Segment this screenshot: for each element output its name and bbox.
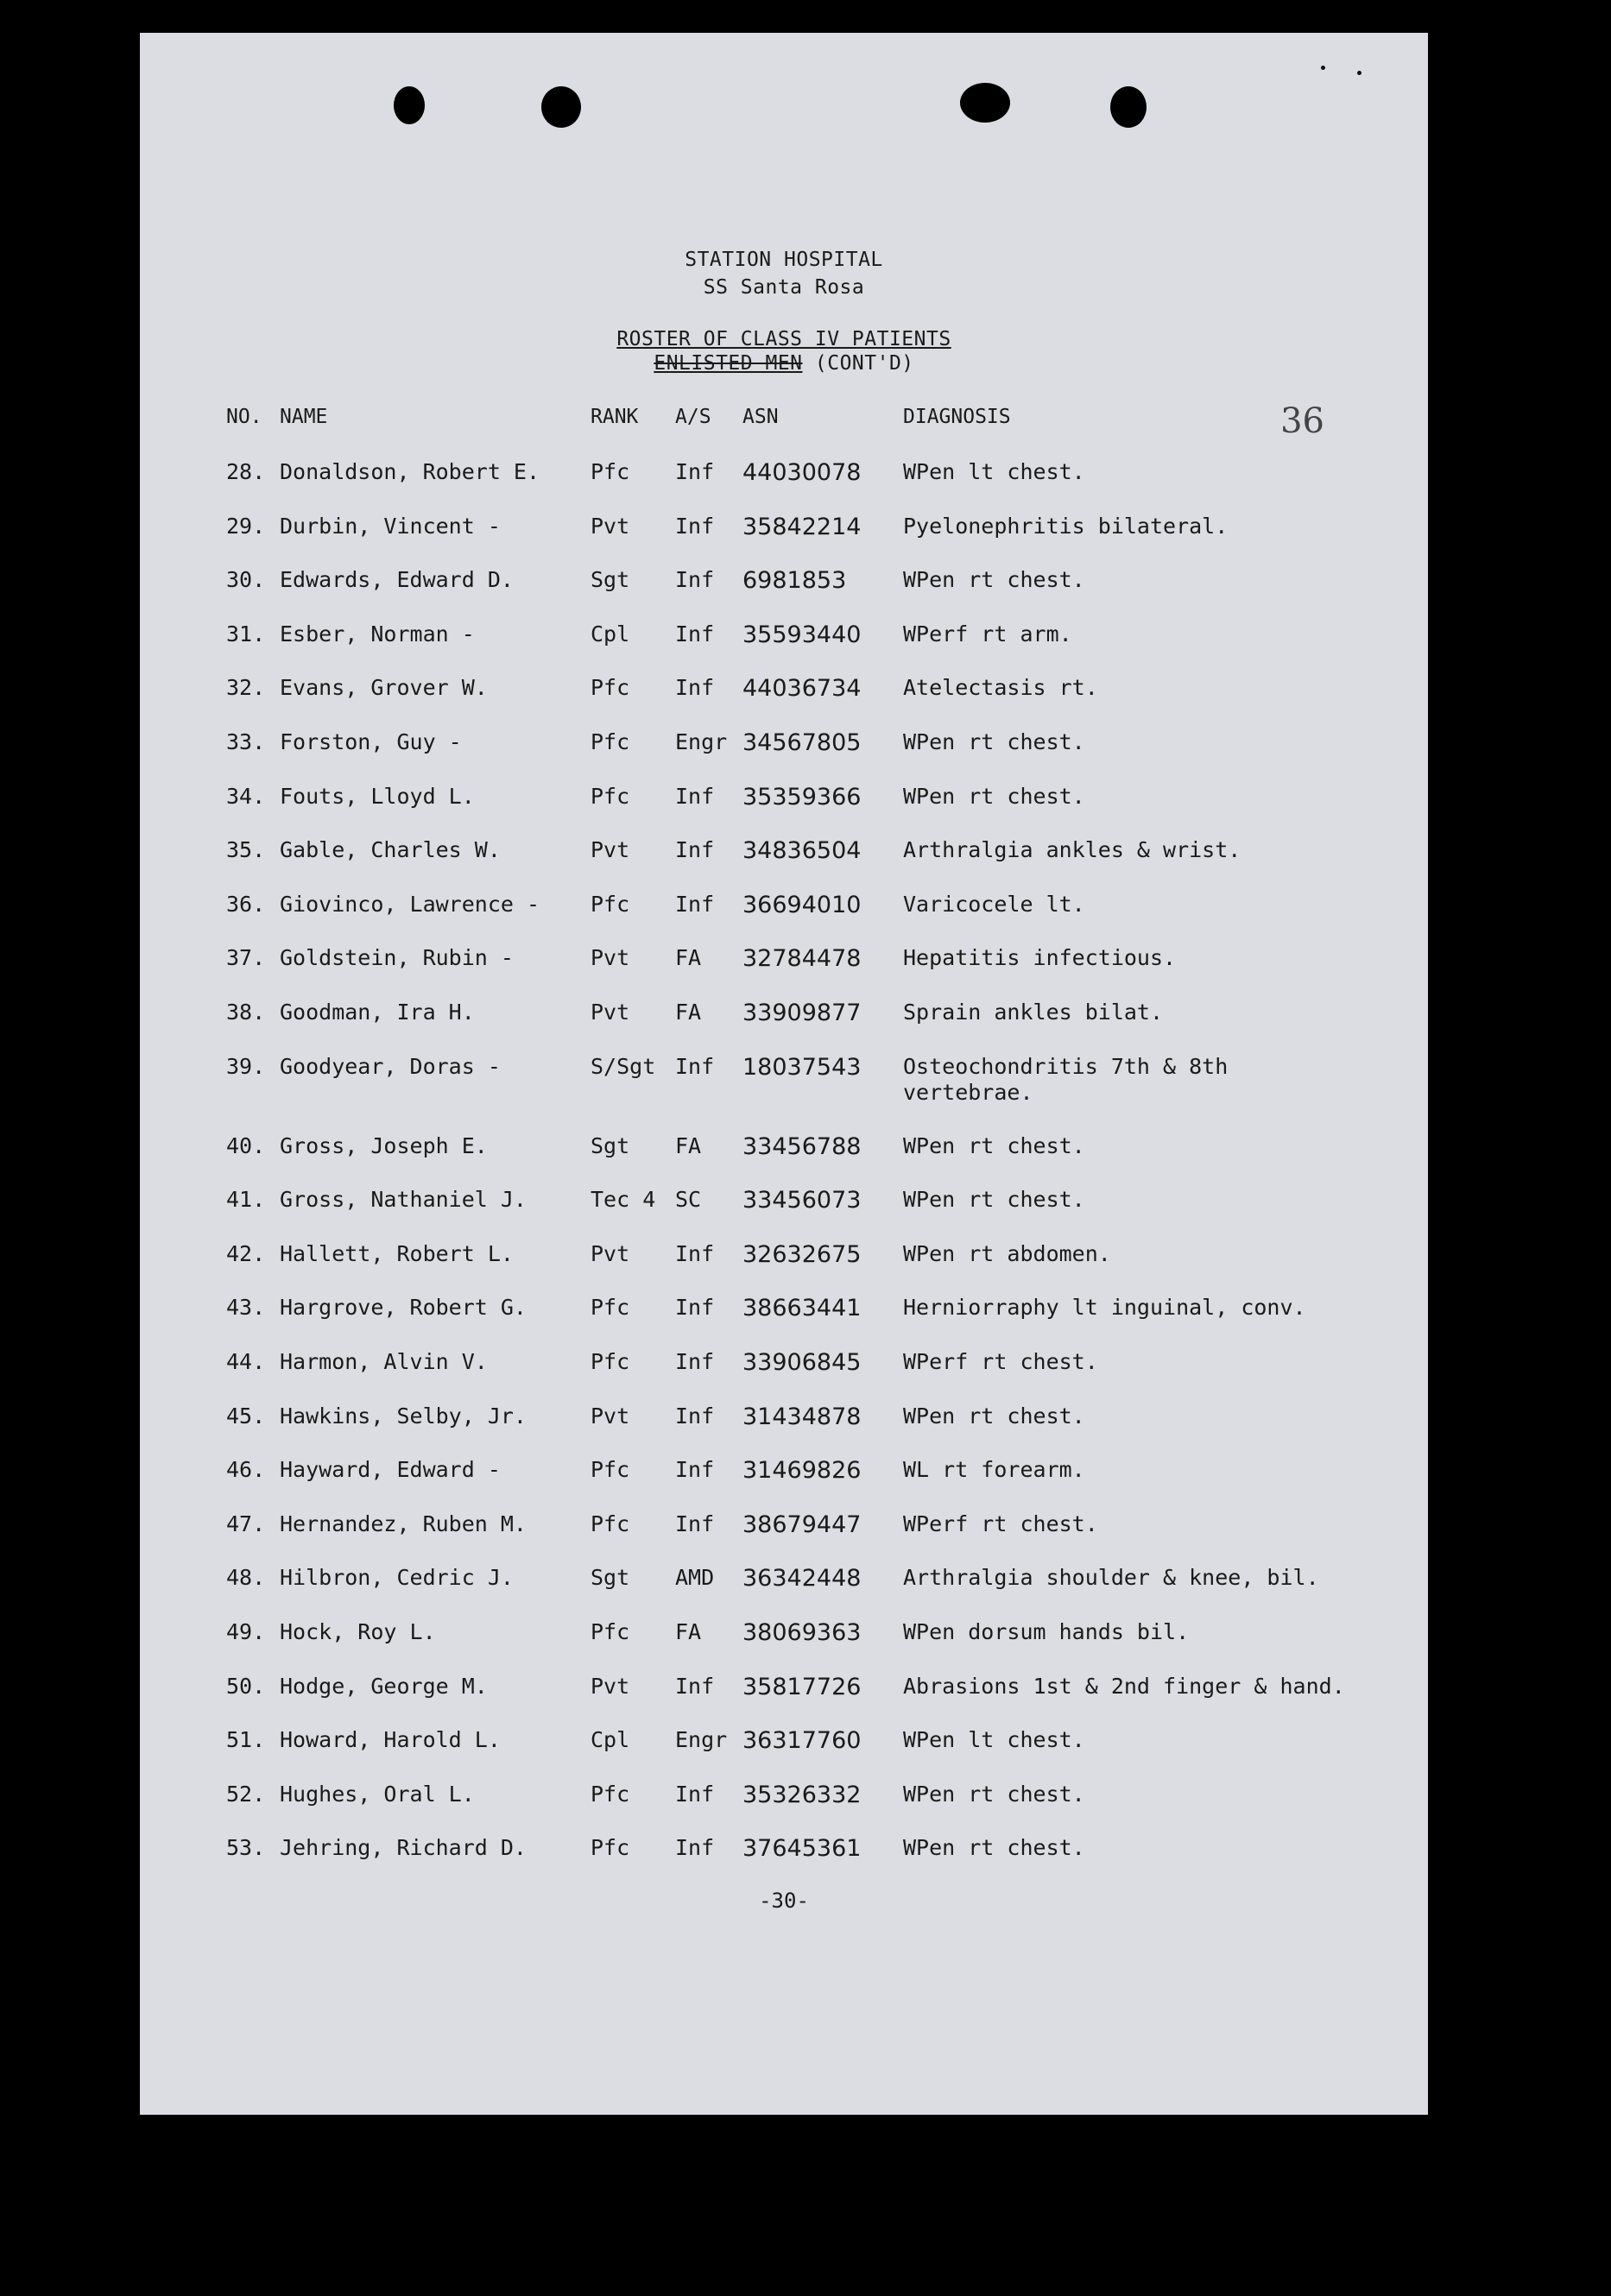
army-serial-number: 38679447 [742, 1511, 862, 1538]
patient-name: Hayward, Edward - [280, 1457, 501, 1483]
table-row [140, 1727, 1428, 1762]
roster-subtitle [140, 352, 1428, 375]
row-number: 36. [226, 891, 266, 917]
patient-rank: Sgt [591, 1565, 630, 1591]
patient-rank: S/Sgt [591, 1053, 656, 1079]
arm-of-service: Inf [675, 621, 715, 647]
table-row [140, 1835, 1428, 1870]
arm-of-service: Inf [675, 567, 715, 593]
patient-rank: Cpl [591, 621, 630, 647]
row-number: 42. [226, 1240, 266, 1266]
army-serial-number: 35842214 [742, 513, 862, 540]
table-row [140, 1619, 1428, 1654]
patient-rank: Pfc [591, 1295, 630, 1321]
patient-rank: Pvt [591, 1673, 630, 1699]
patient-rank: Sgt [591, 567, 630, 593]
arm-of-service: Inf [675, 675, 715, 701]
arm-of-service: Inf [675, 1349, 715, 1374]
patient-name: Hargrove, Robert G. [280, 1295, 527, 1321]
army-serial-number: 33909877 [742, 1000, 862, 1026]
patient-name: Giovinco, Lawrence - [280, 891, 540, 917]
arm-of-service: Inf [675, 1457, 715, 1483]
patient-rank: Cpl [591, 1727, 630, 1753]
army-serial-number: 35359366 [742, 783, 862, 811]
diagnosis: Osteochondritis 7th & 8th [903, 1053, 1229, 1079]
diagnosis: WPen rt chest. [903, 1187, 1085, 1213]
army-serial-number: 33456073 [742, 1187, 862, 1214]
arm-of-service: Inf [675, 1673, 715, 1699]
page-footer: -30- [759, 1889, 809, 1913]
punch-hole [541, 86, 581, 128]
row-number: 53. [226, 1835, 266, 1861]
speck [1321, 66, 1325, 70]
arm-of-service: FA [675, 945, 702, 971]
table-row [140, 1295, 1428, 1329]
table-row [140, 1241, 1428, 1276]
patient-rank: Pvt [591, 513, 630, 539]
diagnosis: WPen rt abdomen. [903, 1240, 1111, 1266]
patient-rank: Tec 4 [591, 1187, 656, 1213]
patient-name: Howard, Harold L. [280, 1727, 501, 1753]
table-row [140, 784, 1428, 818]
table-row [140, 892, 1428, 926]
arm-of-service: FA [675, 1000, 702, 1025]
diagnosis: WPen rt chest. [903, 1781, 1085, 1807]
arm-of-service: Inf [675, 783, 715, 809]
row-number: 46. [226, 1457, 266, 1483]
table-row [140, 567, 1428, 602]
punch-hole [960, 83, 1010, 123]
patient-rank: Sgt [591, 1132, 630, 1158]
row-number: 37. [226, 945, 266, 971]
arm-of-service: Inf [675, 1295, 715, 1321]
row-number: 39. [226, 1053, 266, 1079]
row-number: 43. [226, 1295, 266, 1321]
army-serial-number: 33906845 [742, 1349, 862, 1376]
arm-of-service: Inf [675, 837, 715, 863]
army-serial-number: 38069363 [742, 1619, 862, 1646]
patient-rank: Pvt [591, 1000, 630, 1025]
army-serial-number: 36694010 [742, 891, 862, 918]
diagnosis: WPerf rt chest. [903, 1349, 1098, 1374]
arm-of-service: Inf [675, 891, 715, 917]
arm-of-service: Inf [675, 1403, 715, 1429]
diagnosis: WPerf rt arm. [903, 621, 1072, 647]
table-row [140, 1457, 1428, 1492]
table-row [140, 1053, 1428, 1105]
row-number: 49. [226, 1619, 266, 1644]
table-row [140, 675, 1428, 710]
army-serial-number: 35593440 [742, 621, 862, 648]
diagnosis: Pyelonephritis bilateral. [903, 513, 1229, 539]
army-serial-number: 44030078 [742, 459, 862, 486]
diagnosis: Sprain ankles bilat. [903, 1000, 1164, 1025]
patient-name: Fouts, Lloyd L. [280, 783, 475, 809]
page-number: 36 [1280, 401, 1324, 441]
arm-of-service: SC [675, 1187, 702, 1213]
diagnosis: WPen dorsum hands bil. [903, 1619, 1190, 1644]
diagnosis: WPen rt chest. [903, 729, 1085, 754]
patient-rank: Pfc [591, 675, 630, 701]
arm-of-service: Inf [675, 1053, 715, 1079]
table-row [140, 1349, 1428, 1384]
table-row [140, 514, 1428, 548]
army-serial-number: 38663441 [742, 1295, 862, 1322]
row-number: 34. [226, 783, 266, 809]
patient-name: Hallett, Robert L. [280, 1240, 514, 1266]
row-number: 44. [226, 1349, 266, 1374]
patient-name: Gross, Joseph E. [280, 1132, 488, 1158]
patient-rank: Pvt [591, 837, 630, 863]
row-number: 52. [226, 1781, 266, 1807]
patient-name: Evans, Grover W. [280, 675, 488, 701]
table-row [140, 1565, 1428, 1599]
patient-name: Goldstein, Rubin - [280, 945, 514, 971]
patient-rank: Pvt [591, 1240, 630, 1266]
patient-name: Hilbron, Cedric J. [280, 1565, 514, 1591]
arm-of-service: Engr [675, 1727, 728, 1753]
army-serial-number: 32784478 [742, 945, 862, 973]
row-number: 38. [226, 1000, 266, 1025]
diagnosis: WPen rt chest. [903, 1403, 1085, 1429]
table-row [140, 459, 1428, 494]
table-row [140, 1000, 1428, 1034]
patient-rank: Pfc [591, 783, 630, 809]
army-serial-number: 35326332 [742, 1781, 862, 1808]
diagnosis: Abrasions 1st & 2nd finger & hand. [903, 1673, 1345, 1699]
diagnosis: Varicocele lt. [903, 891, 1085, 917]
arm-of-service: Inf [675, 1240, 715, 1266]
arm-of-service: Inf [675, 1511, 715, 1536]
diagnosis: Hepatitis infectious. [903, 945, 1177, 971]
table-row [140, 1511, 1428, 1546]
arm-of-service: AMD [675, 1565, 715, 1591]
row-number: 29. [226, 513, 266, 539]
diagnosis: WPen rt chest. [903, 1132, 1085, 1158]
patient-name: Durbin, Vincent - [280, 513, 501, 539]
arm-of-service: FA [675, 1132, 702, 1158]
patient-rank: Pfc [591, 1619, 630, 1644]
table-row [140, 1782, 1428, 1816]
row-number: 41. [226, 1187, 266, 1213]
diagnosis-continued: vertebrae. [903, 1079, 1033, 1105]
diagnosis: WPen rt chest. [903, 1835, 1085, 1861]
subtitle-cont: (CONT'D) [814, 352, 914, 375]
diagnosis: WL rt forearm. [903, 1457, 1085, 1483]
diagnosis: WPen rt chest. [903, 567, 1085, 593]
row-number: 32. [226, 675, 266, 701]
army-serial-number: 37645361 [742, 1835, 862, 1863]
army-serial-number: 36342448 [742, 1565, 862, 1593]
row-number: 50. [226, 1673, 266, 1699]
army-serial-number: 31434878 [742, 1403, 862, 1430]
row-number: 35. [226, 837, 266, 863]
army-serial-number: 32632675 [742, 1240, 862, 1268]
col-header-as: A/S [675, 406, 711, 428]
diagnosis: Atelectasis rt. [903, 675, 1098, 701]
patient-name: Edwards, Edward D. [280, 567, 514, 593]
table-row [140, 1403, 1428, 1438]
patient-name: Hock, Roy L. [280, 1619, 436, 1644]
row-number: 40. [226, 1132, 266, 1158]
table-row [140, 1187, 1428, 1221]
patient-name: Forston, Guy - [280, 729, 462, 754]
subtitle-strike: ENLISTED MEN [654, 352, 803, 375]
table-row [140, 729, 1428, 764]
punch-hole [394, 86, 425, 124]
patient-name: Esber, Norman - [280, 621, 475, 647]
arm-of-service: Inf [675, 1835, 715, 1861]
arm-of-service: FA [675, 1619, 702, 1644]
patient-rank: Pvt [591, 945, 630, 971]
col-header-name: NAME [280, 406, 328, 428]
army-serial-number: 34836504 [742, 837, 862, 865]
table-row [140, 621, 1428, 656]
patient-rank: Pfc [591, 1349, 630, 1374]
army-serial-number: 6981853 [742, 567, 847, 595]
army-serial-number: 35817726 [742, 1673, 862, 1700]
row-number: 51. [226, 1727, 266, 1753]
row-number: 48. [226, 1565, 266, 1591]
roster-title: ROSTER OF CLASS IV PATIENTS [616, 328, 951, 350]
arm-of-service: Inf [675, 1781, 715, 1807]
table-row [140, 837, 1428, 872]
patient-name: Goodyear, Doras - [280, 1053, 501, 1079]
arm-of-service: Inf [675, 513, 715, 539]
diagnosis: Herniorraphy lt inguinal, conv. [903, 1295, 1306, 1321]
patient-name: Harmon, Alvin V. [280, 1349, 488, 1374]
army-serial-number: 44036734 [742, 675, 862, 703]
header-title: STATION HOSPITAL [685, 249, 883, 271]
patient-name: Gross, Nathaniel J. [280, 1187, 527, 1213]
patient-rank: Pfc [591, 459, 630, 484]
table-row [140, 1133, 1428, 1168]
patient-rank: Pfc [591, 891, 630, 917]
patient-name: Jehring, Richard D. [280, 1835, 527, 1861]
table-row [140, 1674, 1428, 1708]
army-serial-number: 33456788 [742, 1132, 862, 1160]
patient-name: Hughes, Oral L. [280, 1781, 475, 1807]
row-number: 28. [226, 459, 266, 484]
diagnosis: WPen rt chest. [903, 783, 1085, 809]
army-serial-number: 34567805 [742, 729, 862, 756]
army-serial-number: 31469826 [742, 1457, 862, 1485]
patient-rank: Pfc [591, 1511, 630, 1536]
diagnosis: Arthralgia ankles & wrist. [903, 837, 1241, 863]
speck [1357, 71, 1361, 75]
patient-rank: Pfc [591, 1781, 630, 1807]
diagnosis: WPen lt chest. [903, 459, 1085, 484]
col-header-diagnosis: DIAGNOSIS [903, 406, 1011, 428]
patient-name: Hodge, George M. [280, 1673, 488, 1699]
patient-name: Goodman, Ira H. [280, 1000, 475, 1025]
patient-rank: Pfc [591, 1835, 630, 1861]
army-serial-number: 36317760 [742, 1727, 862, 1755]
punch-hole [1110, 86, 1147, 128]
patient-rank: Pfc [591, 729, 630, 754]
diagnosis: Arthralgia shoulder & knee, bil. [903, 1565, 1319, 1591]
arm-of-service: Engr [675, 729, 728, 754]
row-number: 45. [226, 1403, 266, 1429]
patient-name: Donaldson, Robert E. [280, 459, 540, 484]
arm-of-service: Inf [675, 459, 715, 484]
table-row [140, 945, 1428, 980]
patient-name: Gable, Charles W. [280, 837, 501, 863]
patient-rank: Pvt [591, 1403, 630, 1429]
row-number: 33. [226, 729, 266, 754]
row-number: 30. [226, 567, 266, 593]
document-page [140, 33, 1428, 2115]
army-serial-number: 18037543 [742, 1053, 862, 1081]
patient-name: Hawkins, Selby, Jr. [280, 1403, 527, 1429]
diagnosis: WPen lt chest. [903, 1727, 1085, 1753]
col-header-rank: RANK [591, 406, 639, 428]
diagnosis: WPerf rt chest. [903, 1511, 1098, 1536]
patient-rank: Pfc [591, 1457, 630, 1483]
header-ship: SS Santa Rosa [703, 276, 865, 299]
row-number: 31. [226, 621, 266, 647]
row-number: 47. [226, 1511, 266, 1536]
col-header-asn: ASN [742, 406, 779, 428]
patient-name: Hernandez, Ruben M. [280, 1511, 527, 1536]
col-header-no: NO. [226, 406, 262, 428]
